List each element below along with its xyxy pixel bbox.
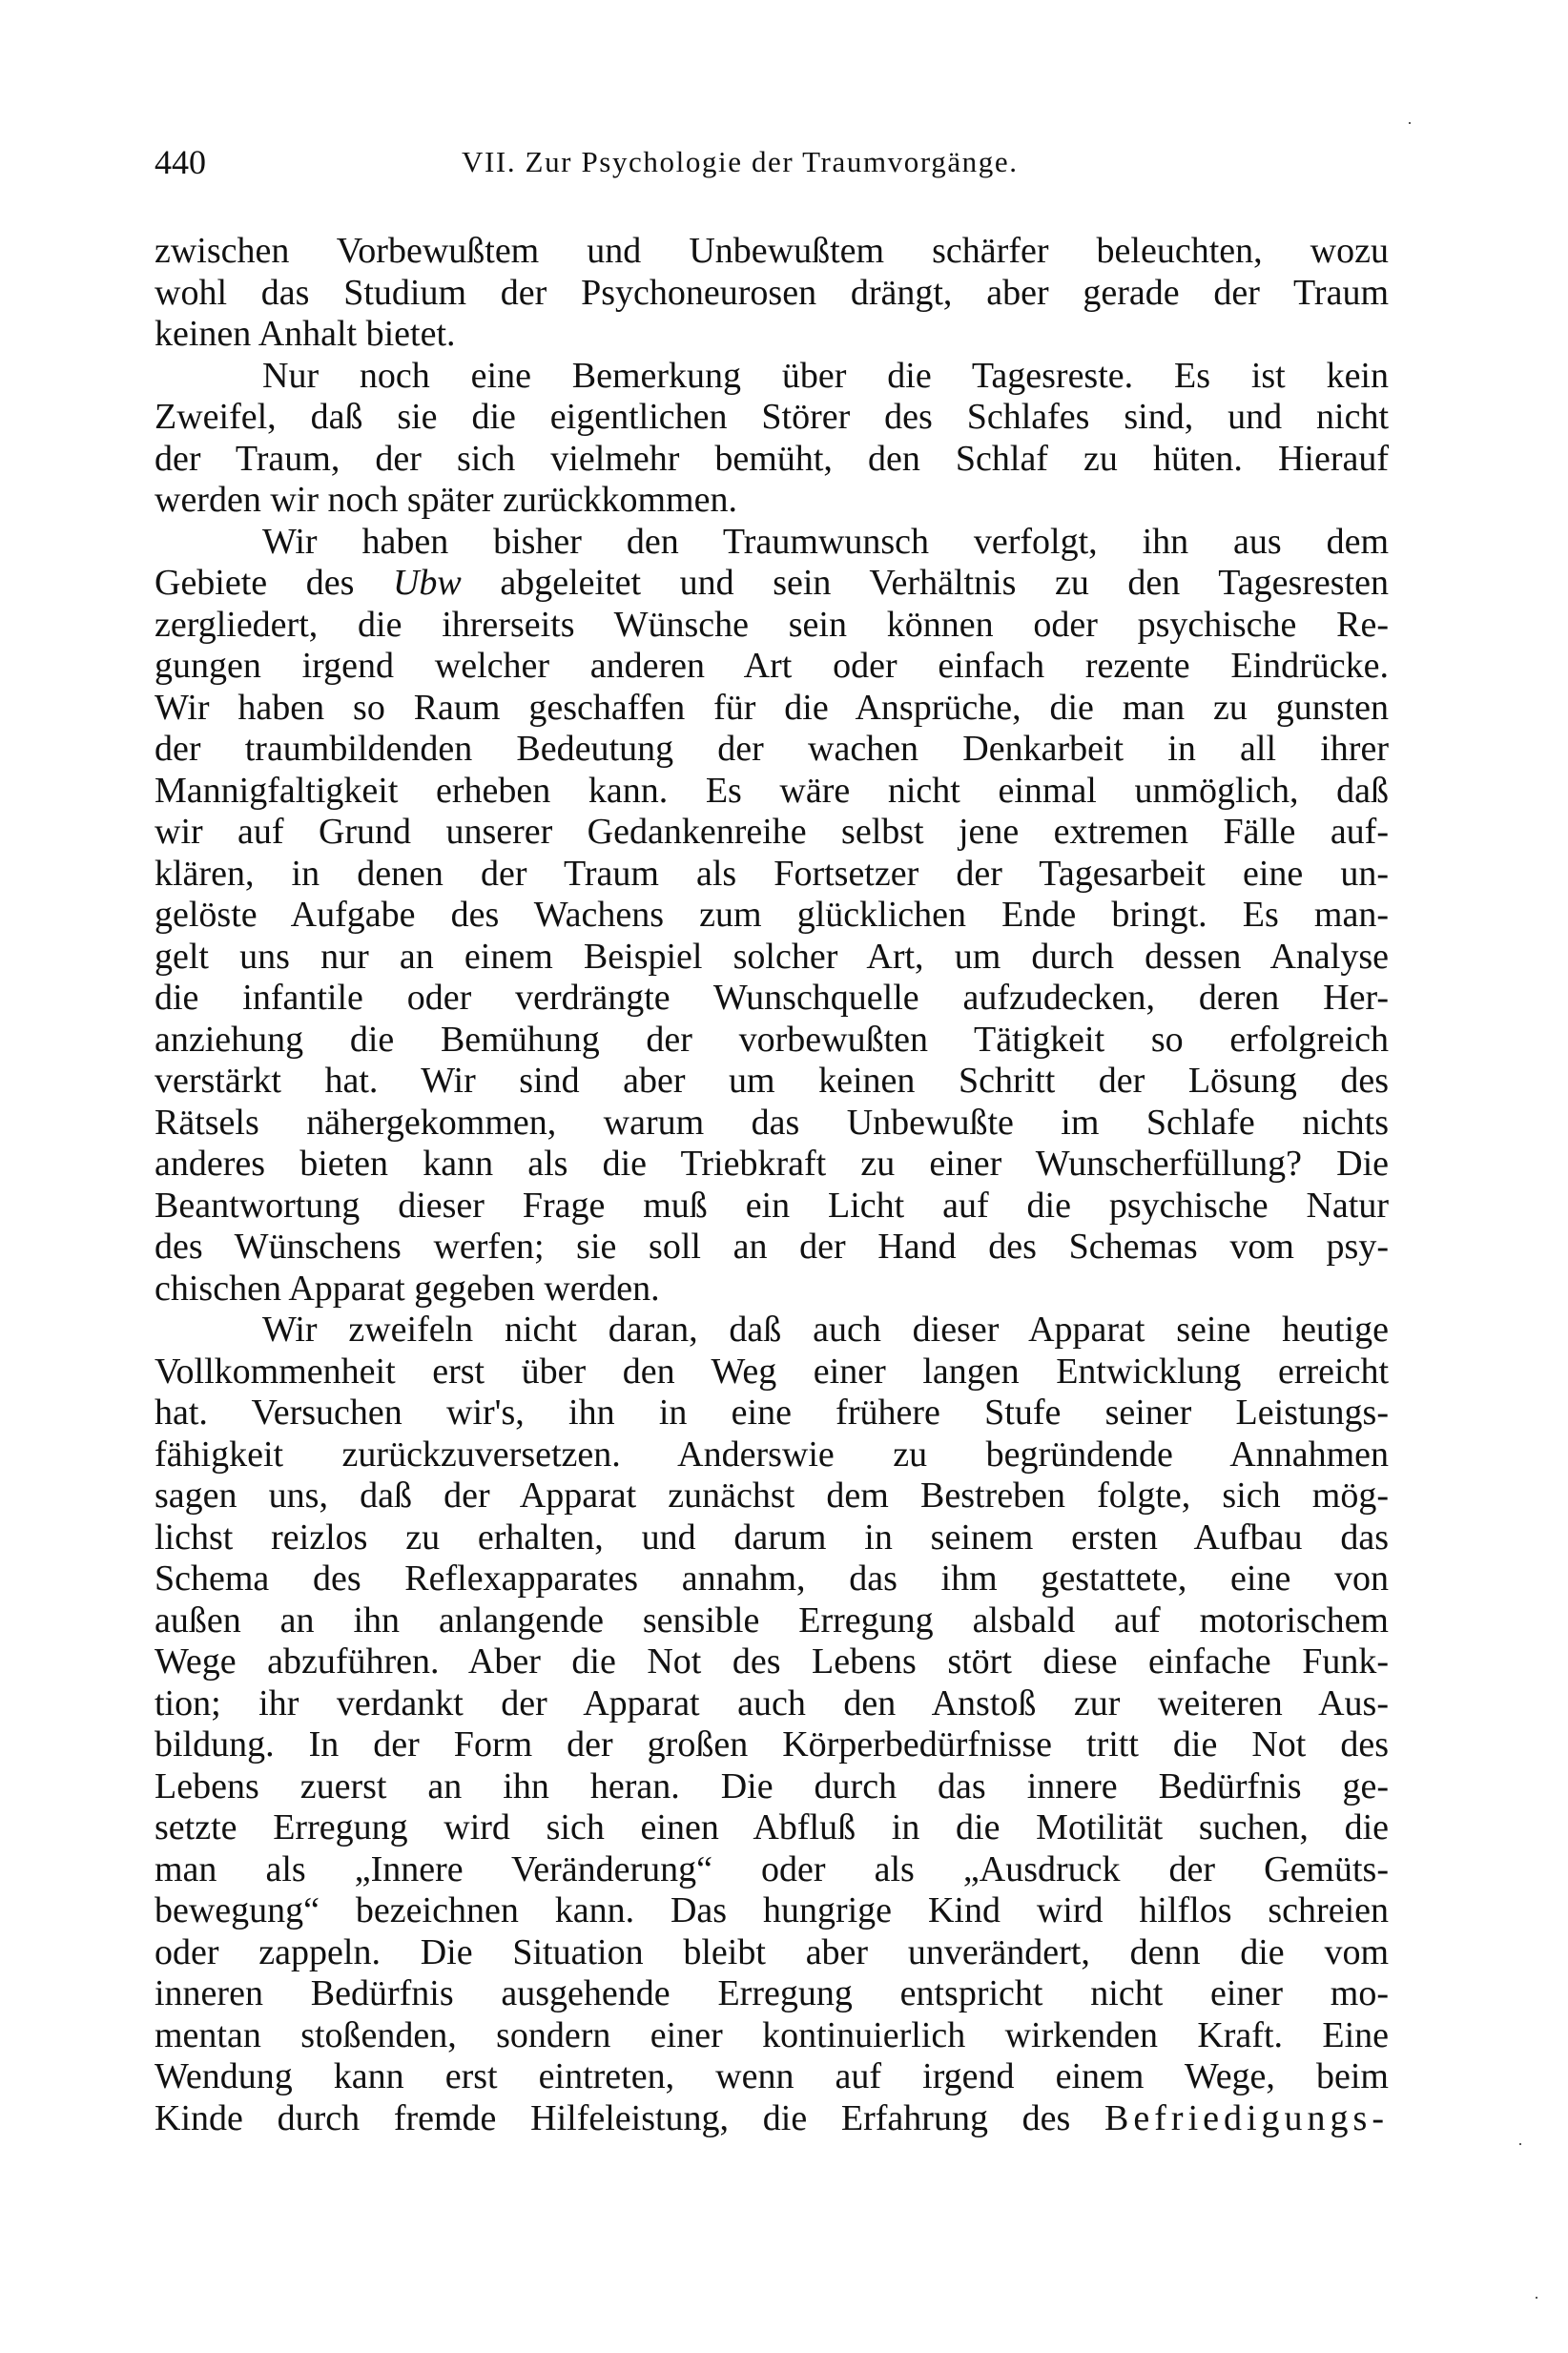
letterspaced-term: Befriedigungs- <box>1104 2097 1389 2138</box>
text-line: keinen Anhalt bietet. <box>155 314 456 354</box>
text-line: anderes bieten kann als die Triebkraft zu einer Wunscherfüllung? Die <box>155 1144 1389 1184</box>
text-line: zwischen Vorbewußtem und Unbewußtem schärfer beleuchten, wozu <box>155 231 1389 271</box>
text-line: inneren Bedürfnis ausgehende Erregung entspricht nicht einer mo- <box>155 1973 1389 2013</box>
text-line: der traumbildenden Bedeutung der wachen Denkarbeit in all ihrer <box>155 729 1389 769</box>
text-line: Wendung kann erst eintreten, wenn auf irgend einem Wege, beim <box>155 2056 1389 2096</box>
text-line: Rätsels nähergekommen, warum das Unbewußte im Schlafe nichts <box>155 1102 1389 1143</box>
text-segment: abgeleitet und sein Verhältnis zu den Tagesresten <box>461 563 1390 603</box>
text-line: zergliedert, die ihrerseits Wünsche sein können oder psychische Re- <box>155 604 1389 645</box>
text-line: Mannigfaltigkeit erheben kann. Es wäre nicht einmal unmöglich, daß <box>155 770 1389 811</box>
text-line: die infantile oder verdrängte Wunschquelle aufzudecken, deren Her- <box>155 978 1389 1018</box>
text-line: wohl das Studium der Psychoneurosen drängt, aber gerade der Traum <box>155 272 1389 313</box>
chapter-running-title: VII. Zur Psychologie der Traumvorgänge. <box>462 145 1019 178</box>
text-line: fähigkeit zurückzuversetzen. Anderswie zu begründende Annahmen <box>155 1434 1389 1475</box>
body-text <box>155 231 1389 2139</box>
text-line: wir auf Grund unserer Gedankenreihe selbst jene extremen Fälle auf- <box>155 812 1389 852</box>
text-line: Vollkommenheit erst über den Weg einer langen Entwicklung erreicht <box>155 1351 1389 1392</box>
text-line: hat. Versuchen wir's, ihn in eine frühere Stufe seiner Leistungs- <box>155 1393 1389 1433</box>
text-line: Lebens zuerst an ihn heran. Die durch das innere Bedürfnis ge- <box>155 1765 1389 1806</box>
text-segment: Gebiete des <box>155 563 393 603</box>
text-line: man als „Innere Veränderung“ oder als „Ausdruck der Gemüts- <box>155 1848 1389 1889</box>
italic-term: Ubw <box>392 563 462 603</box>
text-line: tion; ihr verdankt der Apparat auch den Anstoß zur weiteren Aus- <box>155 1682 1389 1723</box>
text-line: gelt uns nur an einem Beispiel solcher Art, um durch dessen Analyse <box>155 936 1389 977</box>
text-line: oder zappeln. Die Situation bleibt aber unverändert, denn die vom <box>155 1931 1389 1972</box>
text-line: Nur noch eine Bemerkung über die Tagesreste. Es ist kein <box>262 355 1389 396</box>
scan-speck <box>1409 122 1411 124</box>
scan-speck <box>1519 2143 1521 2145</box>
text-line: chischen Apparat gegeben werden. <box>155 1268 660 1309</box>
text-line: außen an ihn anlangende sensible Erregung alsbald auf motorischem <box>155 1600 1389 1641</box>
text-line: der Traum, der sich vielmehr bemüht, den Schlaf zu hüten. Hierauf <box>155 438 1389 479</box>
text-line: sagen uns, daß der Apparat zunächst dem Bestreben folgte, sich mög- <box>155 1476 1389 1516</box>
text-line: gungen irgend welcher anderen Art oder einfach rezente Eindrücke. <box>155 646 1389 686</box>
text-line: klären, in denen der Traum als Fortsetzer der Tagesarbeit eine un- <box>155 853 1389 894</box>
text-line: mentan stoßenden, sondern einer kontinuierlich wirkenden Kraft. Eine <box>155 2014 1389 2055</box>
page-number: 440 <box>155 143 206 181</box>
text-line: Zweifel, daß sie die eigentlichen Störer des Schlafes sind, und nicht <box>155 397 1389 437</box>
text-line: Wege abzuführen. Aber die Not des Lebens stört diese einfache Funk- <box>155 1641 1389 1682</box>
text-line: Wir haben bisher den Traumwunsch verfolgt, ihn aus dem <box>262 521 1389 562</box>
text-line: Schema des Reflexapparates annahm, das ihm gestattete, eine von <box>155 1558 1389 1599</box>
text-line: Beantwortung dieser Frage muß ein Licht auf die psychische Natur <box>155 1185 1389 1226</box>
text-line: Wir zweifeln nicht daran, daß auch dieser Apparat seine heutige <box>262 1310 1389 1350</box>
text-line: verstärkt hat. Wir sind aber um keinen Schritt der Lösung des <box>155 1061 1389 1101</box>
text-line: lichst reizlos zu erhalten, und darum in seinem ersten Aufbau das <box>155 1517 1389 1558</box>
text-line: des Wünschens werfen; sie soll an der Hand des Schemas vom psy- <box>155 1227 1389 1267</box>
text-line: gelöste Aufgabe des Wachens zum glücklichen Ende bringt. Es man- <box>155 895 1389 935</box>
text-line: Wir haben so Raum geschaffen für die Ansprüche, die man zu gunsten <box>155 687 1389 728</box>
text-line: bewegung“ bezeichnen kann. Das hungrige Kind wird hilflos schreien <box>155 1890 1389 1930</box>
text-line: setzte Erregung wird sich einen Abfluß in die Motilität suchen, die <box>155 1807 1389 1847</box>
text-line <box>155 2098 1389 2140</box>
text-line: werden wir noch später zurückkommen. <box>155 480 737 520</box>
text-line: bildung. In der Form der großen Körperbedürfnisse tritt die Not des <box>155 1724 1389 1765</box>
text-line: anziehung die Bemühung der vorbewußten Tätigkeit so erfolgreich <box>155 1019 1389 1060</box>
running-header <box>155 141 1390 183</box>
text-segment: Kinde durch fremde Hilfeleistung, die Erfahrung des <box>155 2097 1105 2138</box>
text-line <box>155 563 1389 605</box>
scan-speck <box>1536 2297 1537 2299</box>
